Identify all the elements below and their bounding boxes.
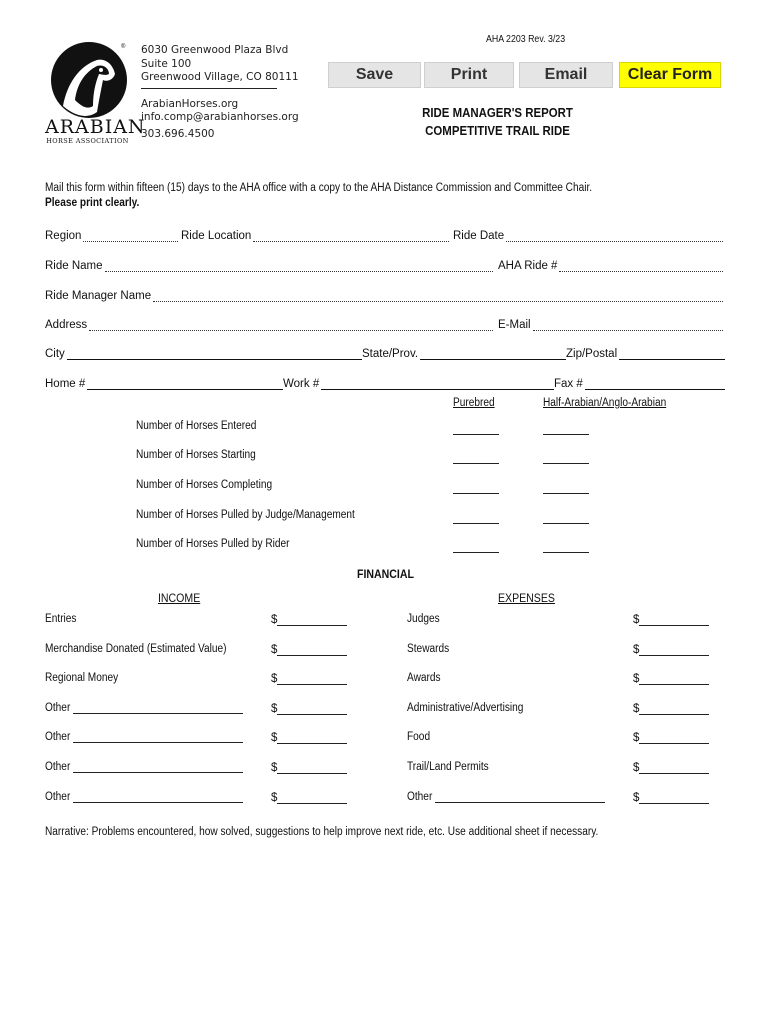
currency-symbol: $ [271, 792, 278, 804]
contact-info [141, 96, 299, 142]
horses-pulled-judge-label: Number of Horses Pulled by Judge/Management [136, 509, 355, 521]
income-other-1-label: Other [45, 702, 71, 714]
pulled-judge-purebred-input[interactable] [453, 511, 499, 524]
ride-manager-name-input[interactable] [153, 289, 723, 302]
title-line-1: RIDE MANAGER'S REPORT [422, 105, 573, 120]
amount-input[interactable] [277, 702, 347, 715]
income-entries-label: Entries [45, 613, 77, 625]
pulled-rider-half-input[interactable] [543, 540, 589, 553]
expense-admin-label: Administrative/Advertising [407, 702, 524, 714]
aha-ride-label: AHA Ride # [498, 260, 558, 272]
email-label: E-Mail [498, 319, 531, 331]
home-phone-field[interactable] [45, 374, 283, 390]
state-label: State/Prov. [362, 348, 419, 360]
income-other-4-amount[interactable] [271, 791, 347, 804]
currency-symbol: $ [633, 703, 640, 715]
amount-input[interactable] [277, 643, 347, 656]
income-other-4-field[interactable] [45, 791, 243, 803]
amount-input[interactable] [639, 672, 709, 685]
ride-name-field[interactable] [45, 256, 493, 272]
currency-symbol: $ [271, 703, 278, 715]
completing-half-input[interactable] [543, 481, 589, 494]
amount-input[interactable] [639, 761, 709, 774]
save-button[interactable]: Save [328, 62, 421, 88]
ride-location-label: Ride Location [181, 230, 252, 242]
registered-mark: ® [121, 44, 126, 50]
ride-manager-name-field[interactable] [45, 286, 723, 302]
work-phone-label: Work # [283, 378, 320, 390]
income-other-2-label: Other [45, 731, 71, 743]
income-other-1-field[interactable] [45, 702, 243, 714]
contact-phone: 303.696.4500 [141, 128, 215, 140]
work-phone-field[interactable] [283, 374, 554, 390]
amount-input[interactable] [639, 643, 709, 656]
print-button[interactable]: Print [424, 62, 514, 88]
expense-other-label: Other [407, 791, 433, 803]
purebred-column-header: Purebred [453, 397, 495, 409]
horses-pulled-rider-label: Number of Horses Pulled by Rider [136, 538, 290, 550]
amount-input[interactable] [639, 613, 709, 626]
financial-heading: FINANCIAL [357, 567, 414, 581]
email-field[interactable] [498, 315, 723, 331]
phone-row [45, 374, 723, 390]
region-label: Region [45, 230, 82, 242]
starting-half-input[interactable] [543, 451, 589, 464]
amount-input[interactable] [277, 613, 347, 626]
ride-date-input[interactable] [506, 229, 723, 242]
narrative-area[interactable] [45, 846, 723, 1006]
expense-food-label: Food [407, 731, 431, 743]
logo-subname: HORSE ASSOCIATION [46, 137, 129, 145]
ride-date-label: Ride Date [453, 230, 505, 242]
completing-purebred-input[interactable] [453, 481, 499, 494]
fax-field[interactable] [554, 374, 725, 390]
zip-field[interactable] [566, 344, 725, 360]
expenses-heading: EXPENSES [498, 591, 555, 605]
amount-input[interactable] [277, 791, 347, 804]
income-other-2-input[interactable] [73, 732, 243, 743]
expense-other-amount[interactable] [633, 791, 709, 804]
work-phone-input[interactable] [321, 377, 554, 390]
entered-half-input[interactable] [543, 422, 589, 435]
ride-info-row [45, 226, 723, 242]
ride-location-input[interactable] [253, 229, 449, 242]
region-field[interactable] [45, 226, 178, 242]
region-input[interactable] [83, 229, 178, 242]
currency-symbol: $ [271, 732, 278, 744]
home-phone-label: Home # [45, 378, 86, 390]
expense-judges-label: Judges [407, 613, 440, 625]
email-button[interactable]: Email [519, 62, 613, 88]
currency-symbol: $ [271, 644, 278, 656]
ride-location-field[interactable] [181, 226, 449, 242]
ride-manager-name-label: Ride Manager Name [45, 290, 152, 302]
instructions [45, 181, 667, 211]
ride-name-label: Ride Name [45, 260, 103, 272]
income-other-2-field[interactable] [45, 731, 243, 743]
ride-date-field[interactable] [453, 226, 723, 242]
currency-symbol: $ [271, 614, 278, 626]
currency-symbol: $ [633, 614, 640, 626]
address-label: Address [45, 319, 88, 331]
income-other-3-input[interactable] [73, 762, 243, 773]
zip-label: Zip/Postal [566, 348, 618, 360]
narrative-prompt: Narrative: Problems encountered, how solved, suggestions to help improve next ride, etc. Use additional sheet if necessary. [45, 826, 599, 838]
expense-judges-amount[interactable] [633, 613, 709, 626]
address-divider [141, 88, 277, 89]
income-heading: INCOME [158, 591, 201, 605]
income-regional-amount[interactable] [271, 672, 347, 685]
entered-purebred-input[interactable] [453, 422, 499, 435]
expense-food-amount[interactable] [633, 731, 709, 744]
address-line-2: Suite 100 [141, 57, 192, 70]
income-merchandise-amount[interactable] [271, 643, 347, 656]
currency-symbol: $ [633, 644, 640, 656]
amount-input[interactable] [277, 672, 347, 685]
zip-input[interactable] [619, 347, 725, 360]
income-other-1-amount[interactable] [271, 702, 347, 715]
income-other-2-amount[interactable] [271, 731, 347, 744]
expense-awards-label: Awards [407, 672, 441, 684]
address-field[interactable] [45, 315, 493, 331]
pulled-judge-half-input[interactable] [543, 511, 589, 524]
pulled-rider-purebred-input[interactable] [453, 540, 499, 553]
aha-logo [45, 40, 146, 150]
currency-symbol: $ [633, 762, 640, 774]
home-phone-input[interactable] [87, 377, 283, 390]
address-line-3: Greenwood Village, CO 80111 [141, 71, 299, 83]
title-line-2: COMPETITIVE TRAIL RIDE [425, 123, 570, 138]
city-label: City [45, 348, 65, 360]
fax-input[interactable] [585, 377, 725, 390]
amount-input[interactable] [639, 731, 709, 744]
currency-symbol: $ [271, 762, 278, 774]
ride-name-input[interactable] [105, 259, 493, 272]
income-regional-label: Regional Money [45, 672, 119, 684]
amount-input[interactable] [277, 761, 347, 774]
currency-symbol: $ [633, 732, 640, 744]
expense-trail-label: Trail/Land Permits [407, 761, 489, 773]
email-input[interactable] [533, 318, 723, 331]
currency-symbol: $ [633, 673, 640, 685]
starting-purebred-input[interactable] [453, 451, 499, 464]
income-entries-amount[interactable] [271, 613, 347, 626]
horses-entered-label: Number of Horses Entered [136, 420, 257, 432]
mailing-address [141, 44, 299, 85]
income-other-3-amount[interactable] [271, 761, 347, 774]
contact-email: info.comp@arabianhorses.org [141, 111, 299, 123]
city-row [45, 344, 723, 360]
website: ArabianHorses.org [141, 98, 239, 110]
aha-ride-field[interactable] [498, 256, 723, 272]
amount-input[interactable] [639, 702, 709, 715]
clear-form-button[interactable]: Clear Form [619, 62, 721, 88]
horses-starting-label: Number of Horses Starting [136, 449, 256, 461]
half-arabian-column-header: Half-Arabian/Anglo-Arabian [543, 397, 667, 409]
address-line-1: 6030 Greenwood Plaza Blvd [141, 44, 289, 56]
expense-other-input[interactable] [435, 792, 605, 803]
income-other-1-input[interactable] [73, 703, 243, 714]
expense-stewards-amount[interactable] [633, 643, 709, 656]
expense-other-field[interactable] [407, 791, 605, 803]
address-input[interactable] [89, 318, 493, 331]
state-input[interactable] [420, 347, 566, 360]
currency-symbol: $ [633, 792, 640, 804]
expense-stewards-label: Stewards [407, 643, 450, 655]
city-field[interactable] [45, 344, 362, 360]
report-title [395, 104, 600, 140]
aha-ride-input[interactable] [559, 259, 723, 272]
form-code: AHA 2203 Rev. 3/23 [486, 34, 566, 45]
expense-trail-amount[interactable] [633, 761, 709, 774]
expense-admin-amount[interactable] [633, 702, 709, 715]
expense-awards-amount[interactable] [633, 672, 709, 685]
logo-name: ARABIAN [45, 116, 146, 138]
income-merchandise-label: Merchandise Donated (Estimated Value) [45, 643, 227, 655]
income-other-4-input[interactable] [73, 792, 243, 803]
address-row [45, 315, 723, 331]
fax-label: Fax # [554, 378, 583, 390]
ride-manager-row [45, 286, 723, 302]
city-input[interactable] [67, 347, 362, 360]
income-other-3-label: Other [45, 761, 71, 773]
print-clearly-note: Please print clearly. [45, 197, 140, 209]
amount-input[interactable] [639, 791, 709, 804]
currency-symbol: $ [271, 673, 278, 685]
income-other-3-field[interactable] [45, 761, 243, 773]
amount-input[interactable] [277, 731, 347, 744]
income-other-4-label: Other [45, 791, 71, 803]
horses-completing-label: Number of Horses Completing [136, 479, 273, 491]
ride-name-row [45, 256, 723, 272]
state-field[interactable] [362, 344, 566, 360]
instructions-text: Mail this form within fifteen (15) days to the AHA office with a copy to the AHA Distance Commission and Committee Chair. [45, 182, 593, 194]
